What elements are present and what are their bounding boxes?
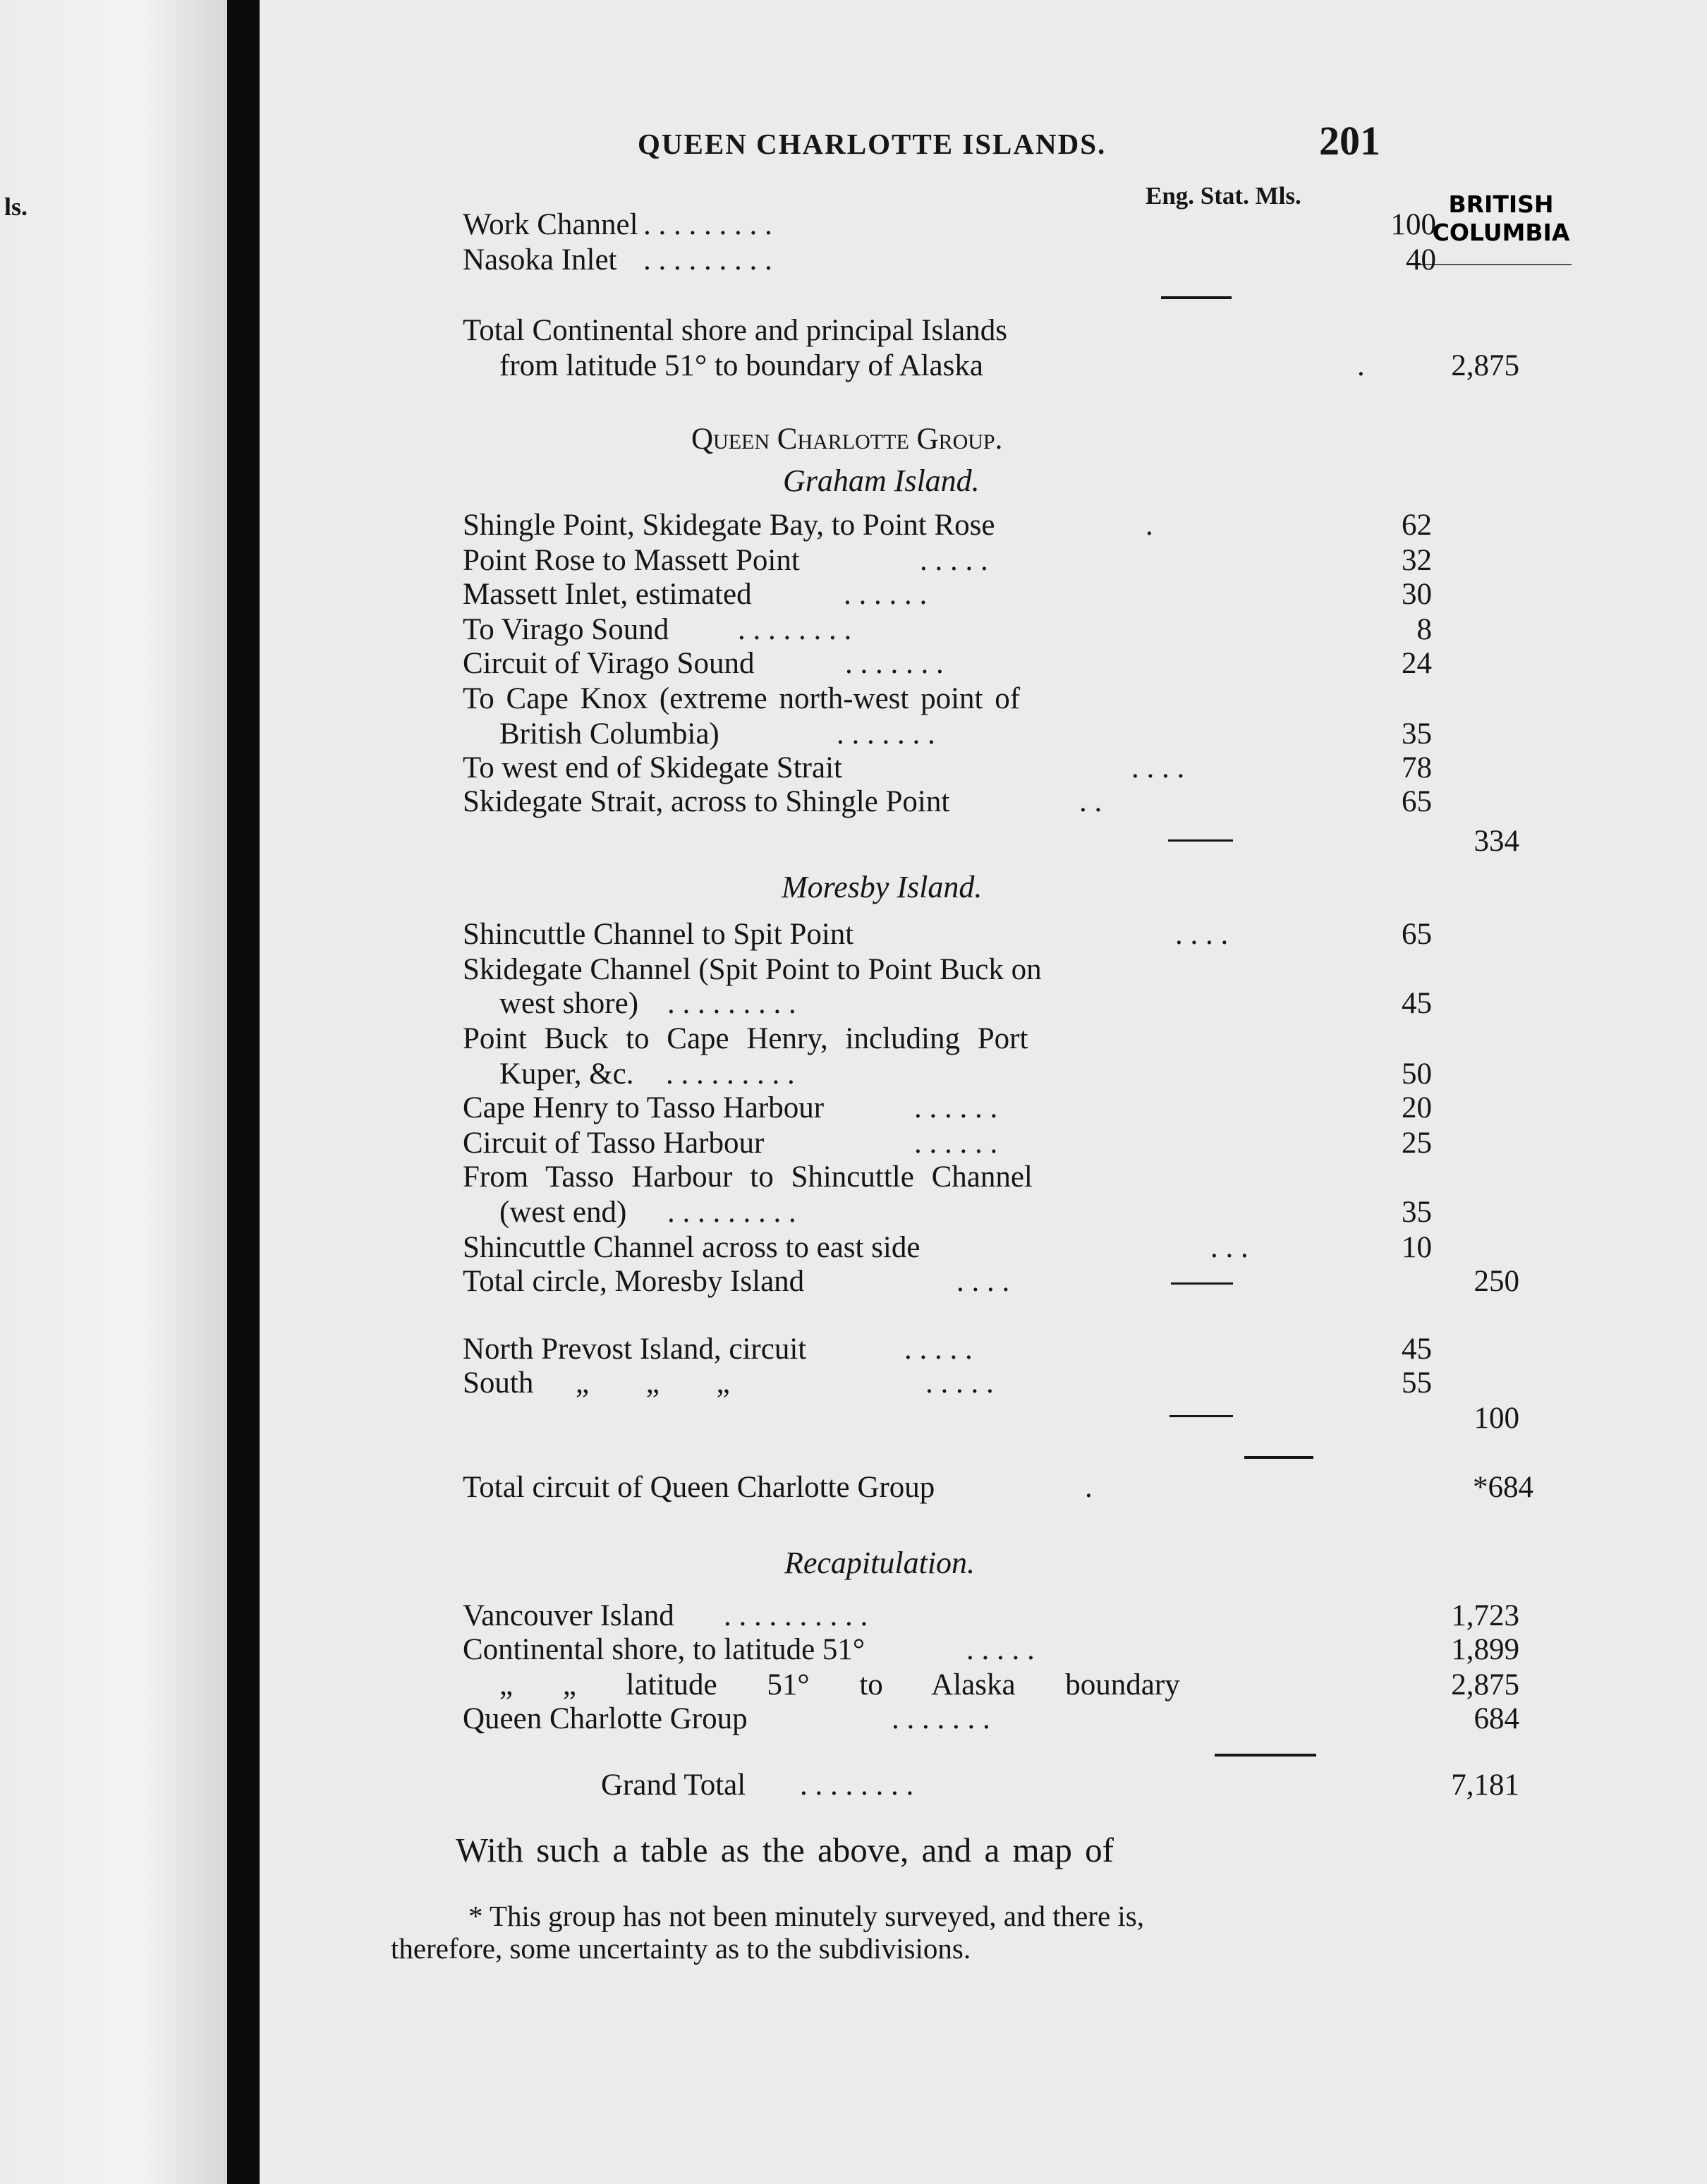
facing-page bbox=[0, 0, 227, 2184]
leader-dots: . . . . . . . bbox=[845, 647, 944, 680]
table-row: Massett Inlet, estimated . . . . . . 30 bbox=[463, 578, 1432, 611]
table-row: South „ „ „ . . . . . 55 bbox=[463, 1366, 1432, 1400]
running-header: QUEEN CHARLOTTE ISLANDS. bbox=[638, 128, 1107, 160]
leader-dots: . bbox=[1357, 349, 1365, 382]
table-row: To west end of Skidegate Strait . . . . 78 bbox=[463, 751, 1432, 784]
footnote-line: therefore, some uncertainty as to the subdivisions. bbox=[391, 1932, 971, 1965]
facing-page-fragment: ls. bbox=[4, 193, 28, 221]
table-row: Shincuttle Channel to Spit Point . . . . 65 bbox=[463, 918, 1432, 951]
page-number: 201 bbox=[1319, 118, 1380, 164]
row-label: Continental shore, to latitude 51° bbox=[463, 1633, 865, 1666]
row-label: (west end) bbox=[499, 1196, 627, 1229]
row-label: From Tasso Harbour to Shincuttle Channel bbox=[463, 1160, 1033, 1194]
table-row: 100 bbox=[1474, 1402, 1519, 1435]
row-label: British Columbia) bbox=[499, 717, 719, 751]
leader-dots: . bbox=[1085, 1471, 1093, 1504]
leader-dots: . . . . . . . . . bbox=[643, 243, 772, 277]
row-label: from latitude 51° to boundary of Alaska bbox=[499, 349, 983, 382]
leader-dots: . . . . . . . . . bbox=[643, 208, 772, 241]
row-label: To west end of Skidegate Strait bbox=[463, 751, 842, 784]
sum-rule bbox=[1161, 296, 1232, 299]
leader-dots: . . . . . bbox=[966, 1633, 1035, 1666]
row-label: Point Buck to Cape Henry, including Port bbox=[463, 1022, 1028, 1055]
row-label: To Virago Sound bbox=[463, 613, 669, 646]
leader-dots: . . . . . . . . . bbox=[667, 987, 796, 1020]
leader-dots: . . . . . . bbox=[914, 1091, 998, 1124]
row-label: Total circle, Moresby Island bbox=[463, 1265, 805, 1298]
leader-dots: . . . . . bbox=[920, 544, 988, 577]
table-row: Circuit of Tasso Harbour . . . . . . 25 bbox=[463, 1127, 1432, 1160]
leader-dots: . bbox=[1146, 509, 1153, 542]
table-row: Circuit of Virago Sound . . . . . . . 24 bbox=[463, 647, 1432, 680]
row-label: „ „ latitude 51° to Alaska boundary bbox=[499, 1668, 1180, 1701]
book-gutter bbox=[227, 0, 260, 2184]
ditto-marks: „ „ „ bbox=[576, 1366, 730, 1400]
table-row: Continental shore, to latitude 51° . . . . . 1,899 bbox=[463, 1633, 1519, 1666]
table-row: Total circuit of Queen Charlotte Group . 684* bbox=[463, 1471, 1533, 1504]
table-row bbox=[463, 681, 1507, 717]
table-row: Point Rose to Massett Point . . . . . 32 bbox=[463, 544, 1432, 577]
leader-dots: . . . . bbox=[1131, 751, 1185, 784]
row-label: To Cape Knox (extreme north-west point of bbox=[463, 682, 1021, 715]
subsection-heading: Recapitulation. bbox=[784, 1546, 976, 1580]
section-heading: Queen Charlotte Group. bbox=[691, 423, 1003, 456]
table-row: (west end) . . . . . . . . . 35 bbox=[499, 1196, 1432, 1229]
subsection-heading: Moresby Island. bbox=[782, 870, 983, 904]
table-row: Grand Total . . . . . . . . 7,181 bbox=[601, 1769, 1519, 1802]
table-row: Shincuttle Channel across to east side . . . 10 bbox=[463, 1231, 1432, 1264]
row-label: Skidegate Channel (Spit Point to Point Buck on bbox=[463, 953, 1042, 986]
row-label: Total Continental shore and principal Islands bbox=[463, 314, 1008, 347]
row-label: Nasoka Inlet bbox=[463, 243, 617, 277]
leader-dots: . . . . . . . bbox=[892, 1702, 990, 1735]
leader-dots: . . . . . . bbox=[914, 1127, 998, 1160]
row-label: Work Channel bbox=[463, 208, 638, 241]
leader-dots: . . . . . bbox=[904, 1333, 973, 1366]
footnote-line: * This group has not been minutely surveyed, and there is, bbox=[468, 1900, 1144, 1932]
table-row: from latitude 51° to boundary of Alaska . 2,875 bbox=[499, 349, 1519, 382]
row-label: Circuit of Tasso Harbour bbox=[463, 1127, 765, 1160]
table-row: Nasoka Inlet . . . . . . . . . 40 bbox=[463, 243, 1436, 277]
leader-dots: . . . . . . . bbox=[837, 717, 935, 751]
row-label: Massett Inlet, estimated bbox=[463, 578, 752, 611]
row-label: Point Rose to Massett Point bbox=[463, 544, 800, 577]
sum-rule bbox=[1244, 1456, 1313, 1459]
row-label: North Prevost Island, circuit bbox=[463, 1333, 807, 1366]
column-heading: Eng. Stat. Mls. bbox=[1146, 182, 1301, 210]
leader-dots: . . . . bbox=[1175, 918, 1229, 951]
leader-dots: . . . . . . . . bbox=[738, 613, 852, 646]
table-row: Kuper, &c. . . . . . . . . . 50 bbox=[499, 1057, 1432, 1091]
table-row bbox=[463, 313, 1507, 348]
leader-dots: . . . . . bbox=[925, 1366, 994, 1400]
sum-rule bbox=[1215, 1754, 1316, 1757]
table-row: Total circle, Moresby Island . . . . 250 bbox=[463, 1265, 1519, 1298]
table-row: Shingle Point, Skidegate Bay, to Point Rose . 62 bbox=[463, 509, 1432, 542]
book-page bbox=[260, 0, 1707, 2184]
table-row bbox=[463, 1021, 1507, 1057]
leader-dots: . . . . bbox=[956, 1265, 1010, 1298]
table-row: Work Channel . . . . . . . . . 100 bbox=[463, 208, 1436, 241]
row-label: Queen Charlotte Group bbox=[463, 1702, 748, 1735]
table-row: „ „ latitude 51° to Alaska boundary 2,875 bbox=[499, 1668, 1519, 1701]
leader-dots: . . . . . . bbox=[844, 578, 928, 611]
sum-rule bbox=[1171, 1282, 1233, 1285]
row-label: Shincuttle Channel across to east side bbox=[463, 1231, 921, 1264]
table-row: Vancouver Island . . . . . . . . . . 1,723 bbox=[463, 1599, 1519, 1632]
row-label: Skidegate Strait, across to Shingle Point bbox=[463, 785, 950, 818]
row-label: Cape Henry to Tasso Harbour bbox=[463, 1091, 825, 1124]
table-row: Cape Henry to Tasso Harbour . . . . . . 20 bbox=[463, 1091, 1432, 1124]
table-row: British Columbia) . . . . . . . 35 bbox=[499, 717, 1432, 751]
row-label: Vancouver Island bbox=[463, 1599, 674, 1632]
row-label: Shincuttle Channel to Spit Point bbox=[463, 918, 854, 951]
row-label: Kuper, &c. bbox=[499, 1057, 634, 1091]
row-label: Shingle Point, Skidegate Bay, to Point Rose bbox=[463, 509, 995, 542]
table-row bbox=[463, 952, 1507, 988]
row-label: South bbox=[463, 1366, 534, 1400]
margin-note-line: COLUMBIA bbox=[1432, 219, 1570, 246]
leader-dots: . . . . . . . . . bbox=[667, 1196, 796, 1229]
table-row: Queen Charlotte Group . . . . . . . 684 bbox=[463, 1702, 1519, 1735]
table-row: To Virago Sound . . . . . . . . 8 bbox=[463, 613, 1432, 646]
body-text: With such a table as the above, and a map of bbox=[456, 1831, 1114, 1869]
row-label: Grand Total bbox=[601, 1769, 746, 1802]
table-row: west shore) . . . . . . . . . 45 bbox=[499, 987, 1432, 1020]
subsection-heading: Graham Island. bbox=[783, 463, 980, 498]
table-row: North Prevost Island, circuit . . . . . 45 bbox=[463, 1333, 1432, 1366]
leader-dots: . . . . . . . . . bbox=[666, 1057, 795, 1091]
leader-dots: . . . . . . . . . . bbox=[724, 1599, 868, 1632]
row-label: Total circuit of Queen Charlotte Group bbox=[463, 1471, 935, 1504]
row-label: west shore) bbox=[499, 987, 639, 1020]
leader-dots: . . . bbox=[1210, 1231, 1249, 1264]
table-row bbox=[463, 1160, 1507, 1195]
leader-dots: . . bbox=[1079, 785, 1102, 818]
table-row: Skidegate Strait, across to Shingle Point . . 65 bbox=[463, 785, 1432, 818]
margin-note-line: BRITISH bbox=[1448, 190, 1554, 218]
table-row: 334 bbox=[1474, 825, 1519, 858]
row-label: Circuit of Virago Sound bbox=[463, 647, 755, 680]
leader-dots: . . . . . . . . bbox=[800, 1769, 914, 1802]
